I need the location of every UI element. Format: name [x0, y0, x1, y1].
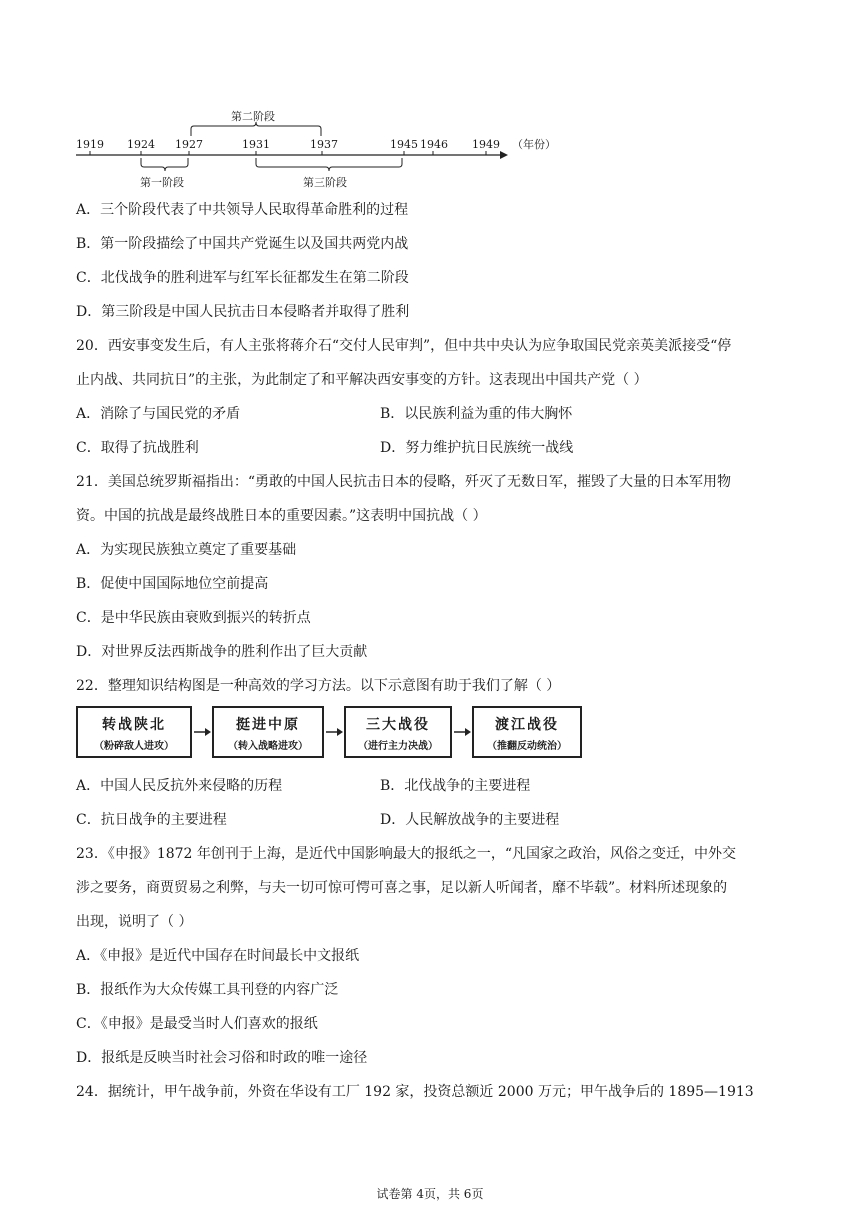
- year-label: 1919: [76, 138, 104, 151]
- q23-stem-line1: 23．《申报》1872 年创刊于上海，是近代中国影响最大的报纸之一，“凡国家之政治，风俗之变迁，中外交: [76, 846, 737, 862]
- year-label: 1945: [390, 138, 418, 151]
- year-label: 1946: [420, 138, 448, 151]
- stage3-label: 第三阶段: [303, 176, 347, 189]
- page-footer: 试卷第 4页，共 6页: [376, 1187, 484, 1201]
- flow-box-title: 渡江战役: [495, 717, 559, 733]
- year-label: 1927: [175, 138, 203, 151]
- flow-box: [76, 706, 192, 758]
- q22-stem: 22．整理知识结构图是一种高效的学习方法。以下示意图有助于我们了解（ ）: [76, 678, 561, 694]
- q19-option-a: A．三个阶段代表了中共领导人民取得革命胜利的过程: [76, 202, 409, 218]
- q20-option-b: B．以民族利益为重的伟大胸怀: [380, 406, 573, 422]
- flow-box: [344, 706, 452, 758]
- q20-option-d: D．努力维护抗日民族统一战线: [380, 440, 574, 456]
- flow-arrow-icon: [194, 724, 212, 740]
- q23-stem-line2: 涉之要务，商贾贸易之利弊，与夫一切可惊可愕可喜之事，足以新人听闻者，靡不毕载”。材料所述现象的: [76, 880, 728, 896]
- flow-box-subtitle: （粉碎敌人进攻）: [94, 741, 174, 752]
- q21-option-b: B．促使中国国际地位空前提高: [76, 576, 269, 592]
- flow-arrow-icon: [326, 724, 344, 740]
- q20-stem-line2: 止内战、共同抗日”的主张，为此制定了和平解决西安事变的方针。这表现出中国共产党（ ）: [76, 372, 648, 388]
- q20-stem-line1: 20．西安事变发生后，有人主张将蒋介石“交付人民审判”，但中共中央认为应争取国民党亲英美派接受“停: [76, 338, 732, 354]
- flow-box-title: 转战陕北: [102, 717, 166, 733]
- q20-option-a: A．消除了与国民党的矛盾: [76, 406, 241, 422]
- q22-option-c: C．抗日战争的主要进程: [76, 812, 227, 828]
- q21-option-d: D．对世界反法西斯战争的胜利作出了巨大贡献: [76, 644, 368, 660]
- q23-option-d: D．报纸是反映当时社会习俗和时政的唯一途径: [76, 1050, 368, 1066]
- q22-option-d: D．人民解放战争的主要进程: [380, 812, 560, 828]
- q19-option-c: C．北伐战争的胜利进军与红军长征都发生在第二阶段: [76, 270, 409, 286]
- flow-box: [212, 706, 324, 758]
- q20-option-c: C．取得了抗战胜利: [76, 440, 199, 456]
- q19-option-d: D．第三阶段是中国人民抗击日本侵略者并取得了胜利: [76, 304, 410, 320]
- q19-option-b: B．第一阶段描绘了中国共产党诞生以及国共两党内战: [76, 236, 409, 252]
- q23-option-c: C．《申报》是最受当时人们喜欢的报纸: [76, 1016, 318, 1032]
- q22-option-a: A．中国人民反抗外来侵略的历程: [76, 778, 283, 794]
- year-label: 1949: [472, 138, 500, 151]
- q23-option-a: A．《申报》是近代中国存在时间最长中文报纸: [76, 948, 360, 964]
- q21-stem-line1: 21．美国总统罗斯福指出：“勇敢的中国人民抗击日本的侵略，歼灭了无数日军，摧毁了大量的日本军用物: [76, 474, 731, 490]
- q24-stem-line1: 24．据统计，甲午战争前，外资在华设有工厂 192 家，投资总额近 2000 万元；甲午战争后的 1895—1913: [76, 1084, 754, 1100]
- q22-option-b: B．北伐战争的主要进程: [380, 778, 531, 794]
- flow-box-subtitle: （转入战略进攻）: [228, 741, 308, 752]
- timeline-unit: （年份）: [512, 138, 556, 151]
- year-label: 1924: [127, 138, 155, 151]
- flow-box-title: 三大战役: [366, 717, 430, 733]
- year-label: 1931: [242, 138, 270, 151]
- q21-option-c: C．是中华民族由衰败到振兴的转折点: [76, 610, 311, 626]
- q23-stem-line3: 出现，说明了（ ）: [76, 914, 193, 930]
- flow-box-subtitle: （进行主力决战）: [358, 741, 438, 752]
- flow-box: [472, 706, 582, 758]
- flow-box-subtitle: （推翻反动统治）: [487, 741, 567, 752]
- knowledge-flow-diagram: [76, 706, 596, 762]
- stage1-label: 第一阶段: [140, 176, 184, 189]
- flow-arrow-icon: [454, 724, 472, 740]
- q21-stem-line2: 资。中国的抗战是最终战胜日本的重要因素。”这表明中国抗战（ ）: [76, 508, 487, 524]
- q23-option-b: B．报纸作为大众传媒工具刊登的内容广泛: [76, 982, 339, 998]
- year-label: 1937: [310, 138, 338, 151]
- q21-option-a: A．为实现民族独立奠定了重要基础: [76, 542, 297, 558]
- flow-box-title: 挺进中原: [236, 717, 300, 733]
- timeline-diagram: [70, 100, 570, 200]
- stage2-label: 第二阶段: [231, 110, 275, 123]
